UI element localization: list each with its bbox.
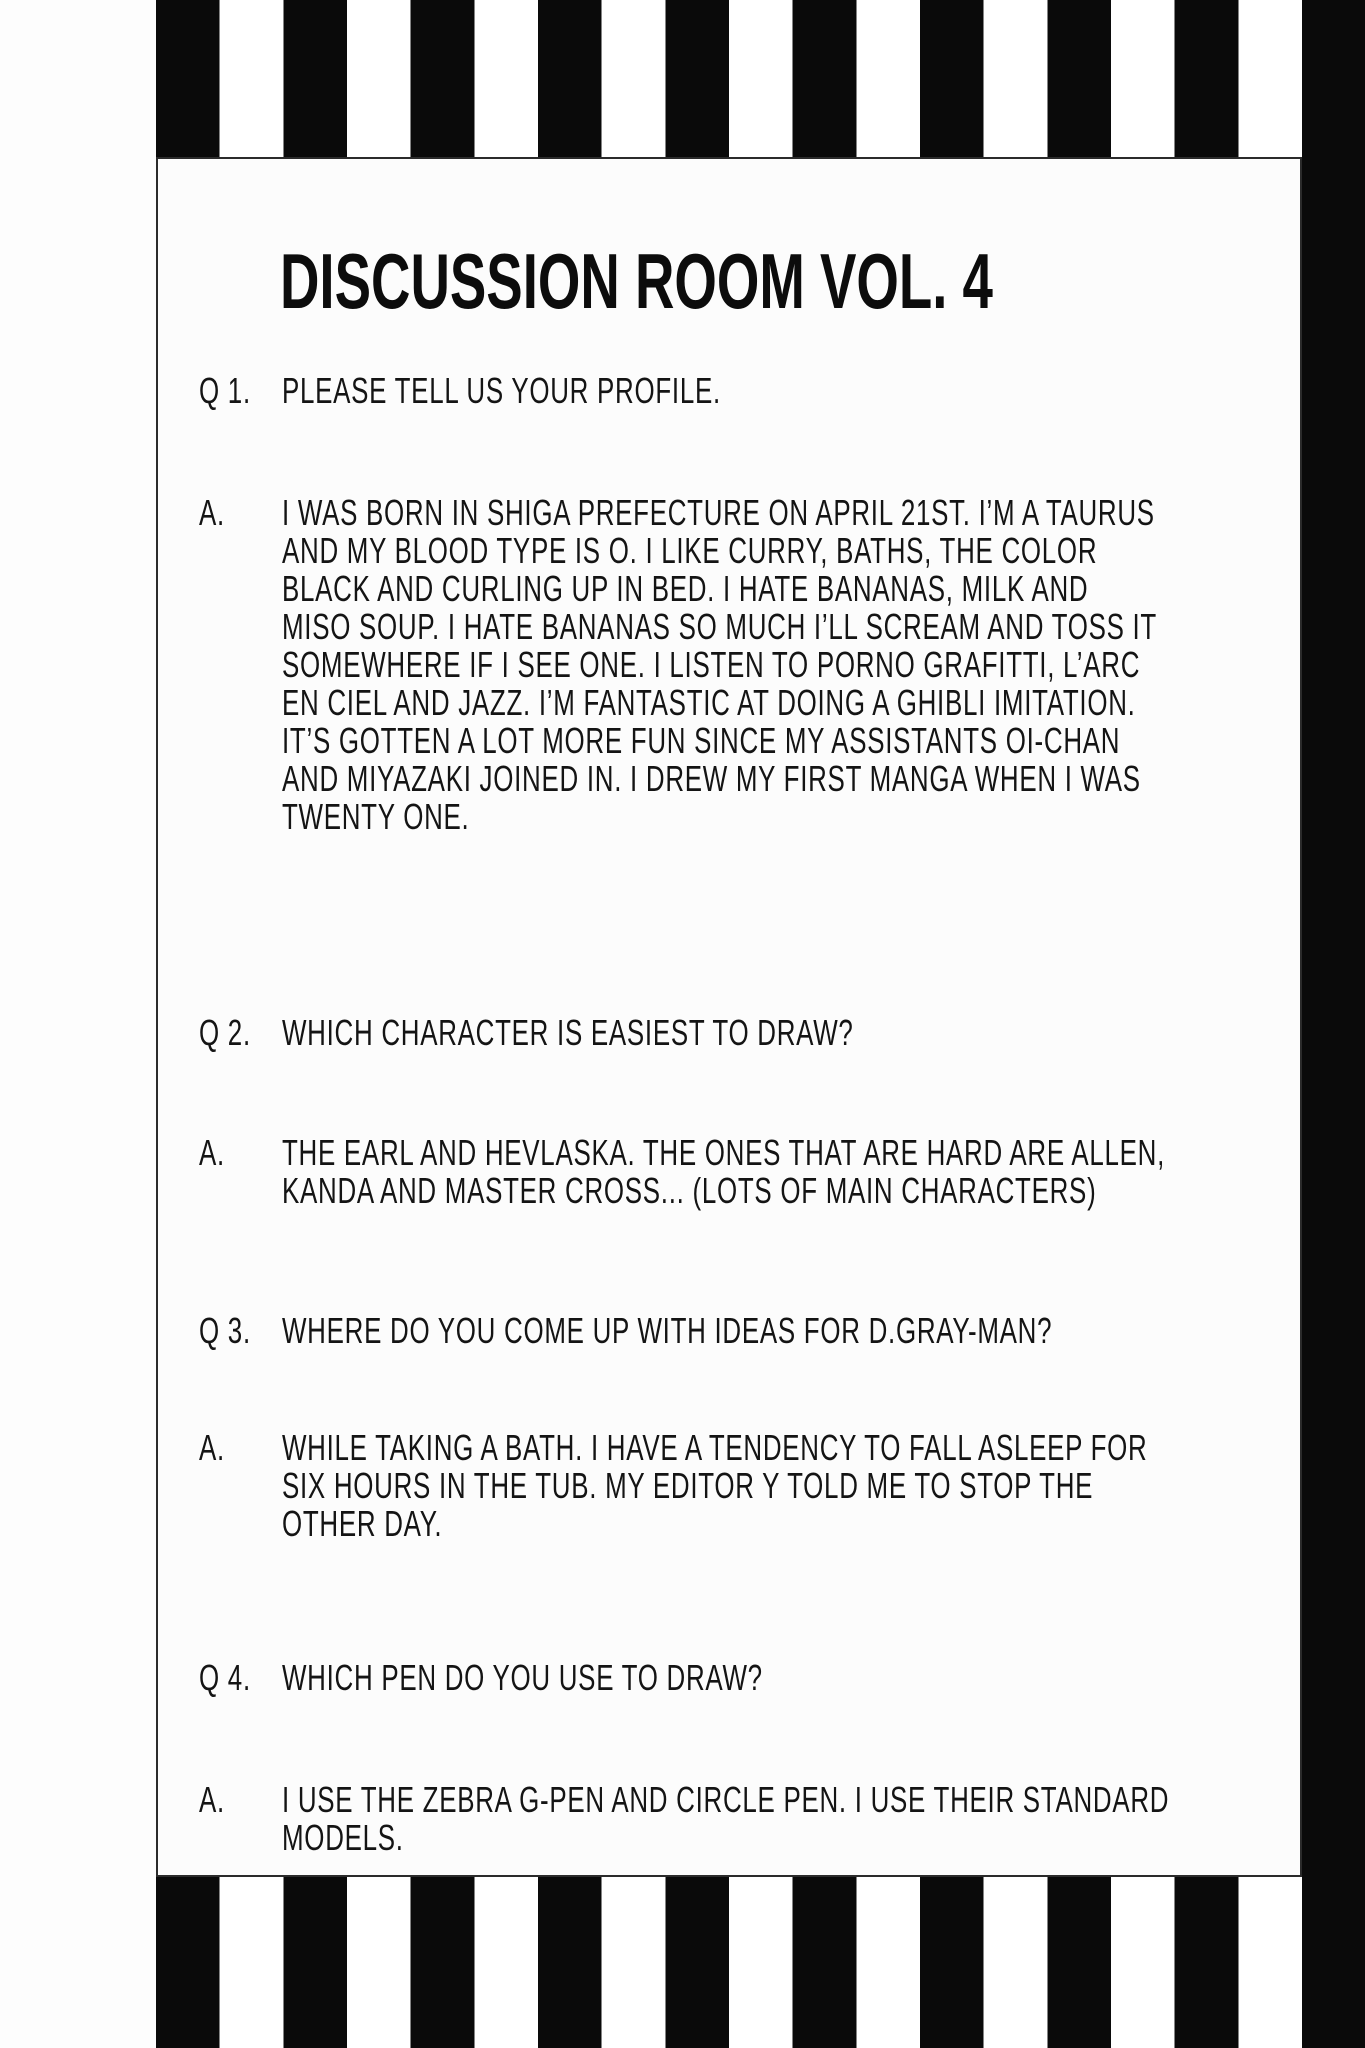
answer-line: THE EARL AND HEVLASKA. THE ONES THAT ARE HARD ARE ALLEN, [282,1132,1166,1173]
question-line: WHICH PEN DO YOU USE TO DRAW? [282,1657,763,1698]
answer-line: TWENTY ONE. [282,796,470,837]
answer-line: AND MY BLOOD TYPE IS O. I LIKE CURRY, BATHS, THE COLOR [282,530,1098,571]
answer-line: KANDA AND MASTER CROSS... (LOTS OF MAIN CHARACTERS) [282,1170,1097,1211]
page-title: DISCUSSION ROOM VOL. 4 [280,237,993,325]
answer-label: A. [199,1779,225,1820]
right-black-band [1302,0,1365,2048]
striped-border-top [156,0,1302,157]
answer-text [282,1781,1169,1857]
answer-text [282,1429,1147,1543]
question-label: Q 4. [199,1657,251,1698]
answer-line: EN CIEL AND JAZZ. I’M FANTASTIC AT DOING A GHIBLI IMITATION. [282,682,1136,723]
answer-label: A. [199,492,225,533]
question-text [282,1659,763,1697]
answer-line: SIX HOURS IN THE TUB. MY EDITOR Y TOLD ME TO STOP THE [282,1465,1094,1506]
answer-line: SOMEWHERE IF I SEE ONE. I LISTEN TO PORNO GRAFITTI, L’ARC [282,644,1141,685]
question-label: Q 2. [199,1012,251,1053]
answer-line: I WAS BORN IN SHIGA PREFECTURE ON APRIL 21ST. I’M A TAURUS [282,492,1155,533]
answer-line: BLACK AND CURLING UP IN BED. I HATE BANANAS, MILK AND [282,568,1089,609]
answer-line: MISO SOUP. I HATE BANANAS SO MUCH I’LL SCREAM AND TOSS IT [282,606,1157,647]
answer-line: MODELS. [282,1817,404,1858]
question-line: PLEASE TELL US YOUR PROFILE. [282,370,721,411]
question-line: WHERE DO YOU COME UP WITH IDEAS FOR D.GRAY-MAN? [282,1310,1053,1351]
answer-line: WHILE TAKING A BATH. I HAVE A TENDENCY TO FALL ASLEEP FOR [282,1427,1148,1468]
question-label: Q 3. [199,1310,251,1351]
answer-text [282,494,1157,836]
striped-border-bottom [156,1877,1302,2048]
answer-line: AND MIYAZAKI JOINED IN. I DREW MY FIRST MANGA WHEN I WAS [282,758,1141,799]
answer-label: A. [199,1132,225,1173]
question-text [282,1312,1052,1350]
answer-line: IT’S GOTTEN A LOT MORE FUN SINCE MY ASSISTANTS OI-CHAN [282,720,1121,761]
answer-line: OTHER DAY. [282,1503,443,1544]
answer-label: A. [199,1427,225,1468]
answer-text [282,1134,1165,1210]
content-box [156,157,1302,1877]
question-line: WHICH CHARACTER IS EASIEST TO DRAW? [282,1012,854,1053]
answer-line: I USE THE ZEBRA G-PEN AND CIRCLE PEN. I USE THEIR STANDARD [282,1779,1170,1820]
question-text [282,1014,854,1052]
question-text [282,372,721,410]
question-label: Q 1. [199,370,251,411]
